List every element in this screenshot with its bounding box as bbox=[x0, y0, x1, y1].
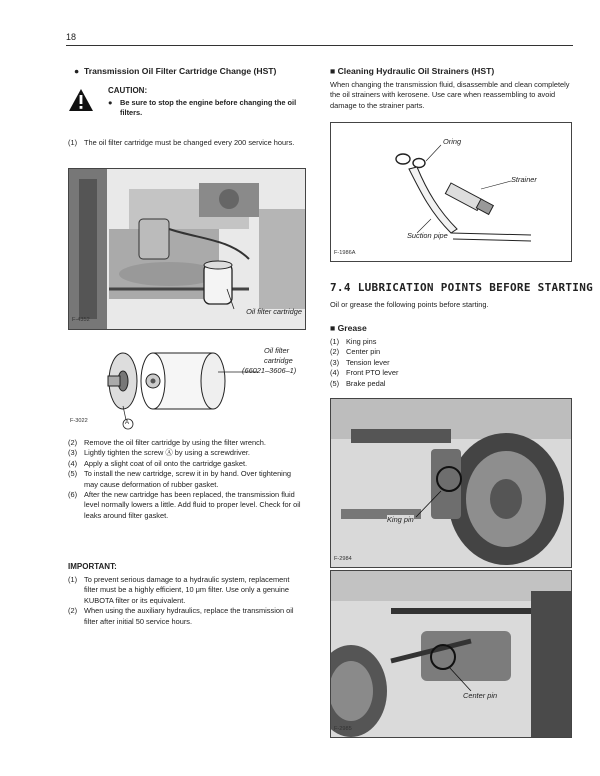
hst-filter-heading: ● Transmission Oil Filter Cartridge Change (HST) bbox=[74, 66, 277, 76]
strainer-figure-id: F-1986A bbox=[334, 250, 356, 256]
figure1-label: Oil filter cartridge bbox=[246, 307, 302, 316]
square-bullet-icon: ■ bbox=[330, 323, 336, 333]
bullet-icon: ● bbox=[74, 66, 80, 76]
caution-text: ● Be sure to stop the engine before changing the oil filters. bbox=[108, 98, 297, 118]
grease-list bbox=[330, 337, 530, 389]
oring-label: Oring bbox=[443, 137, 462, 146]
caution-title: CAUTION: bbox=[108, 86, 148, 95]
lubrication-intro: Oil or grease the following points before starting. bbox=[330, 300, 489, 309]
important-title: IMPORTANT: bbox=[68, 562, 117, 571]
warning-triangle-icon bbox=[68, 88, 94, 112]
figure-king-pin bbox=[330, 398, 572, 568]
list-item: (2) When using the auxiliary hydraulics, replace the transmission oil filter after initial 50 service hours. bbox=[68, 606, 294, 626]
lubrication-heading: 7.4 LUBRICATION POINTS BEFORE STARTING bbox=[330, 281, 594, 294]
list-item: (5) Brake pedal bbox=[330, 378, 386, 388]
list-item: (2) Remove the oil filter cartridge by using the filter wrench. bbox=[68, 438, 266, 447]
figure4-id: F-2985 bbox=[334, 726, 352, 732]
square-bullet-icon: ■ bbox=[330, 66, 336, 76]
engine-illustration bbox=[69, 169, 305, 329]
figure-engine-filter bbox=[68, 168, 306, 330]
figure-strainer bbox=[330, 122, 572, 262]
figure2-marker: A bbox=[125, 420, 130, 426]
list-item: (1) The oil filter cartridge must be changed every 200 service hours. bbox=[68, 138, 295, 147]
step-list-2 bbox=[68, 438, 304, 521]
list-item: (3) Tension lever bbox=[330, 357, 390, 367]
figure2-label-line2: cartridge bbox=[264, 356, 293, 365]
figure-cartridge bbox=[68, 336, 304, 432]
figure3-id: F-2984 bbox=[334, 556, 352, 562]
important-list bbox=[68, 575, 304, 627]
center-pin-label: Center pin bbox=[463, 691, 498, 700]
step-list-1 bbox=[68, 138, 304, 148]
list-item: (1) To prevent serious damage to a hydraulic system, replacement filter must be a highly efficient, 10 μm filter. Use only a genuine KUBOTA filter or its equivalent. bbox=[68, 575, 290, 605]
list-item: (2) Center pin bbox=[330, 347, 381, 357]
list-item: (6) After the new cartridge has been replaced, the transmission fluid level normally lowers a little. Add fluid to proper level. Check for oil leaks around filter gasket. bbox=[68, 490, 301, 520]
page-number: 18 bbox=[66, 32, 77, 42]
strainers-text: When changing the transmission fluid, disassemble and clean completely the oil strainers with kerosene. Use care when reassembling to avoid damage to the strainer parts. bbox=[330, 80, 570, 110]
figure2-id: F-3022 bbox=[70, 418, 88, 424]
list-item: (4) Apply a slight coat of oil onto the cartridge gasket. bbox=[68, 458, 248, 468]
strainers-heading: ■ Cleaning Hydraulic Oil Strainers (HST) bbox=[330, 66, 495, 76]
figure-center-pin bbox=[330, 570, 572, 738]
list-item: (3) Lightly tighten the screw Ⓐ by using a screwdriver. bbox=[68, 448, 250, 458]
strainer-label: Strainer bbox=[511, 175, 537, 184]
header-rule bbox=[66, 45, 573, 46]
figure2-part-number: (66021–3606–1) bbox=[242, 366, 297, 375]
king-pin-illustration bbox=[331, 399, 571, 567]
figure1-id: F-4352 bbox=[72, 317, 90, 323]
list-item: (4) Front PTO lever bbox=[330, 368, 399, 378]
king-pin-label: King pin bbox=[387, 515, 414, 524]
suction-pipe-label: Suction pipe bbox=[407, 231, 448, 240]
figure2-label-line1: Oil filter bbox=[264, 346, 290, 355]
center-pin-illustration bbox=[331, 571, 571, 737]
grease-heading: ■ Grease bbox=[330, 323, 367, 333]
list-item: (1) King pins bbox=[330, 337, 377, 346]
list-item: (5) To install the new cartridge, screw it in by hand. Over tightening may cause deformation of rubber gasket. bbox=[68, 469, 292, 489]
